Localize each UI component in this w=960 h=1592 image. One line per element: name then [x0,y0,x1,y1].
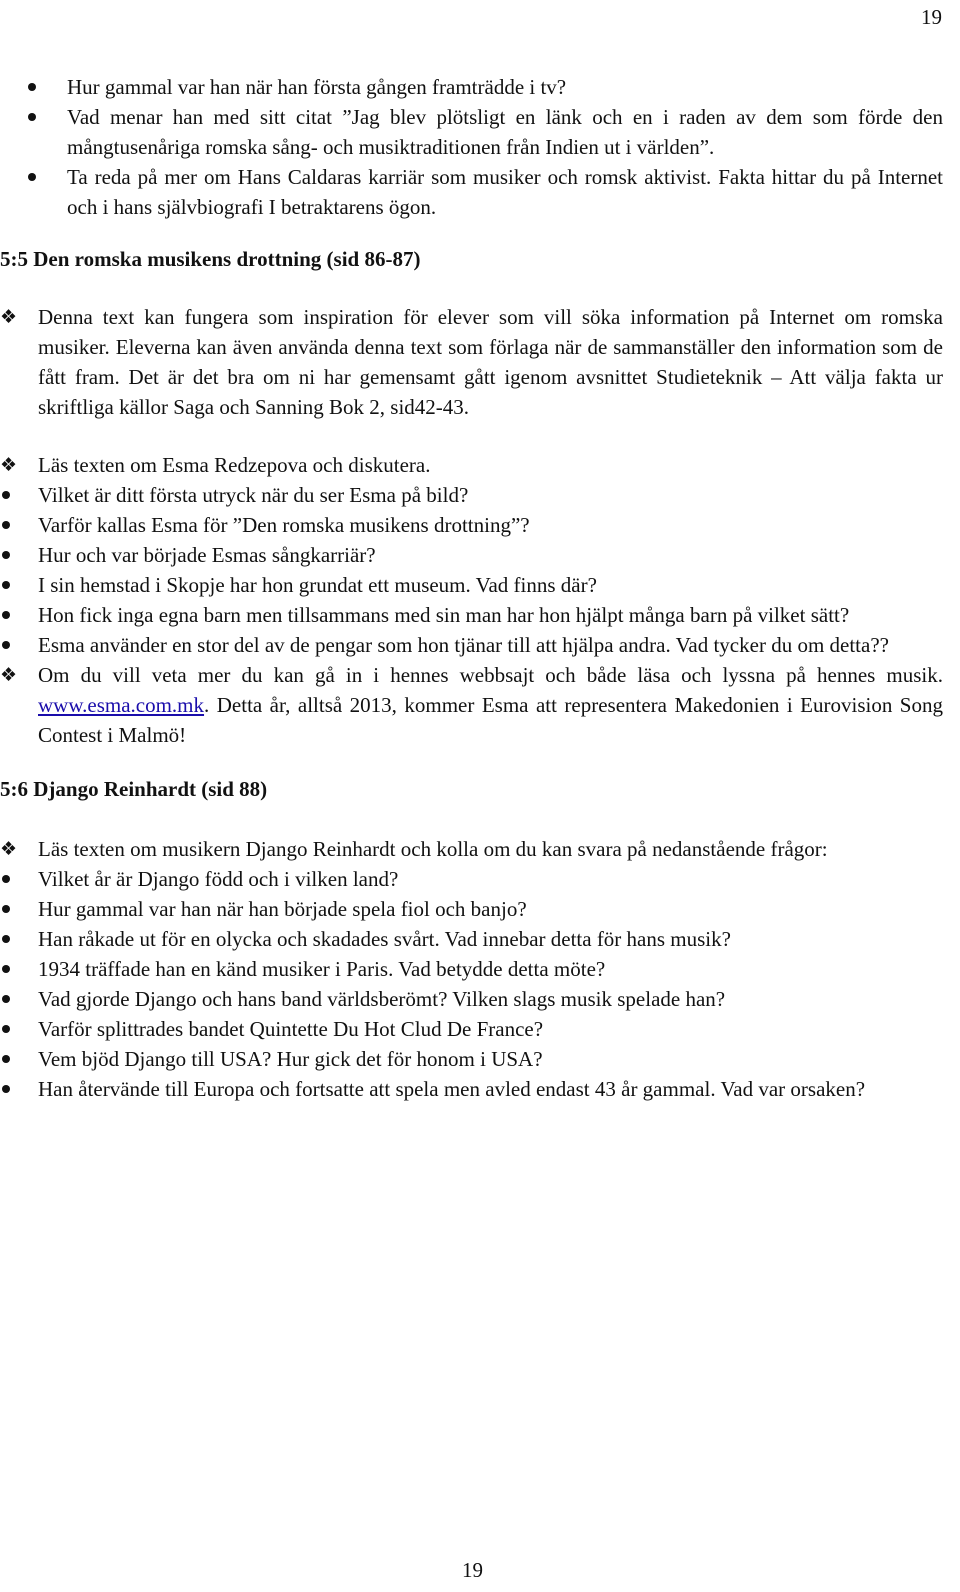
esma-read-list [0,450,943,480]
page-number-top: 19 [921,5,942,29]
list-item: Han råkade ut för en olycka och skadades svårt. Vad innebar detta för hans musik? [38,927,731,951]
top-question-list [0,72,943,222]
list-item: Ta reda på mer om Hans Caldaras karriär som musiker och romsk aktivist. Fakta hittar du på Internet och i hans självbiografi I betraktarens ögon. [67,165,943,219]
list-item: Vem bjöd Django till USA? Hur gick det för honom i USA? [38,1047,543,1071]
list-item: Hur och var började Esmas sångkarriär? [38,543,376,567]
list-item: Vad gjorde Django och hans band världsberömt? Vilken slags musik spelade han? [38,987,726,1011]
esma-website-link[interactable]: www.esma.com.mk [38,693,205,717]
list-item: Varför kallas Esma för ”Den romska musikens drottning”? [38,513,530,537]
django-question-list [0,864,943,1104]
list-item: Läs texten om musikern Django Reinhardt och kolla om du kan svara på nedanstående frågor: [38,837,828,861]
list-item: Vilket år är Django född och i vilken land? [38,867,399,891]
django-intro-list [0,834,943,864]
list-item: Esma använder en stor del av de pengar som hon tjänar till att hjälpa andra. Vad tycker du om detta?? [38,633,889,657]
esma-question-list [0,480,943,660]
list-item: Han återvände till Europa och fortsatte att spela men avled endast 43 år gammal. Vad var orsaken? [38,1077,866,1101]
esma-web-list [0,660,943,750]
list-item: Hur gammal var han när han började spela fiol och banjo? [38,897,527,921]
list-item: Denna text kan fungera som inspiration för elever som vill söka information på Internet om romska musiker. Eleverna kan även använda denna text som förlaga när de sammanställer den information som de fått fram. Det är det bra om ni har gemensamt gått igenom avsnittet Studieteknik – Att välja fakta ur skriftliga källor Saga och Sanning Bok 2, sid42-43. [38,305,943,419]
list-item: Vad menar han med sitt citat ”Jag blev plötsligt en länk och en i raden av dem som förde den mångtusenåriga romska sång- och musiktraditionen från Indien ut i världen”. [67,105,943,159]
list-item: Vilket är ditt första utryck när du ser Esma på bild? [38,483,469,507]
list-item: Om du vill veta mer du kan gå in i hennes webbsajt och både läsa och lyssna på hennes musik. www.esma.com.mk. Detta år, alltså 2013, kommer Esma att representera Makedonien i Eurovision Song Contest i Malmö! [38,663,943,747]
page-content [0,72,943,1104]
list-item: Hon fick inga egna barn men tillsammans med sin man har hon hjälpt många barn på vilket sätt? [38,603,850,627]
page-number-bottom: 19 [462,1558,483,1582]
list-item: Hur gammal var han när han första gången framträdde i tv? [67,75,567,99]
section-heading-django: 5:6 Django Reinhardt (sid 88) [0,777,268,801]
esma-intro-list [0,302,943,422]
list-item: Varför splittrades bandet Quintette Du Hot Clud De France? [38,1017,544,1041]
section-heading-esma: 5:5 Den romska musikens drottning (sid 86-87) [0,247,421,271]
list-item: I sin hemstad i Skopje har hon grundat ett museum. Vad finns där? [38,573,597,597]
list-item: 1934 träffade han en känd musiker i Paris. Vad betydde detta möte? [38,957,606,981]
list-item: Läs texten om Esma Redzepova och diskutera. [38,453,431,477]
